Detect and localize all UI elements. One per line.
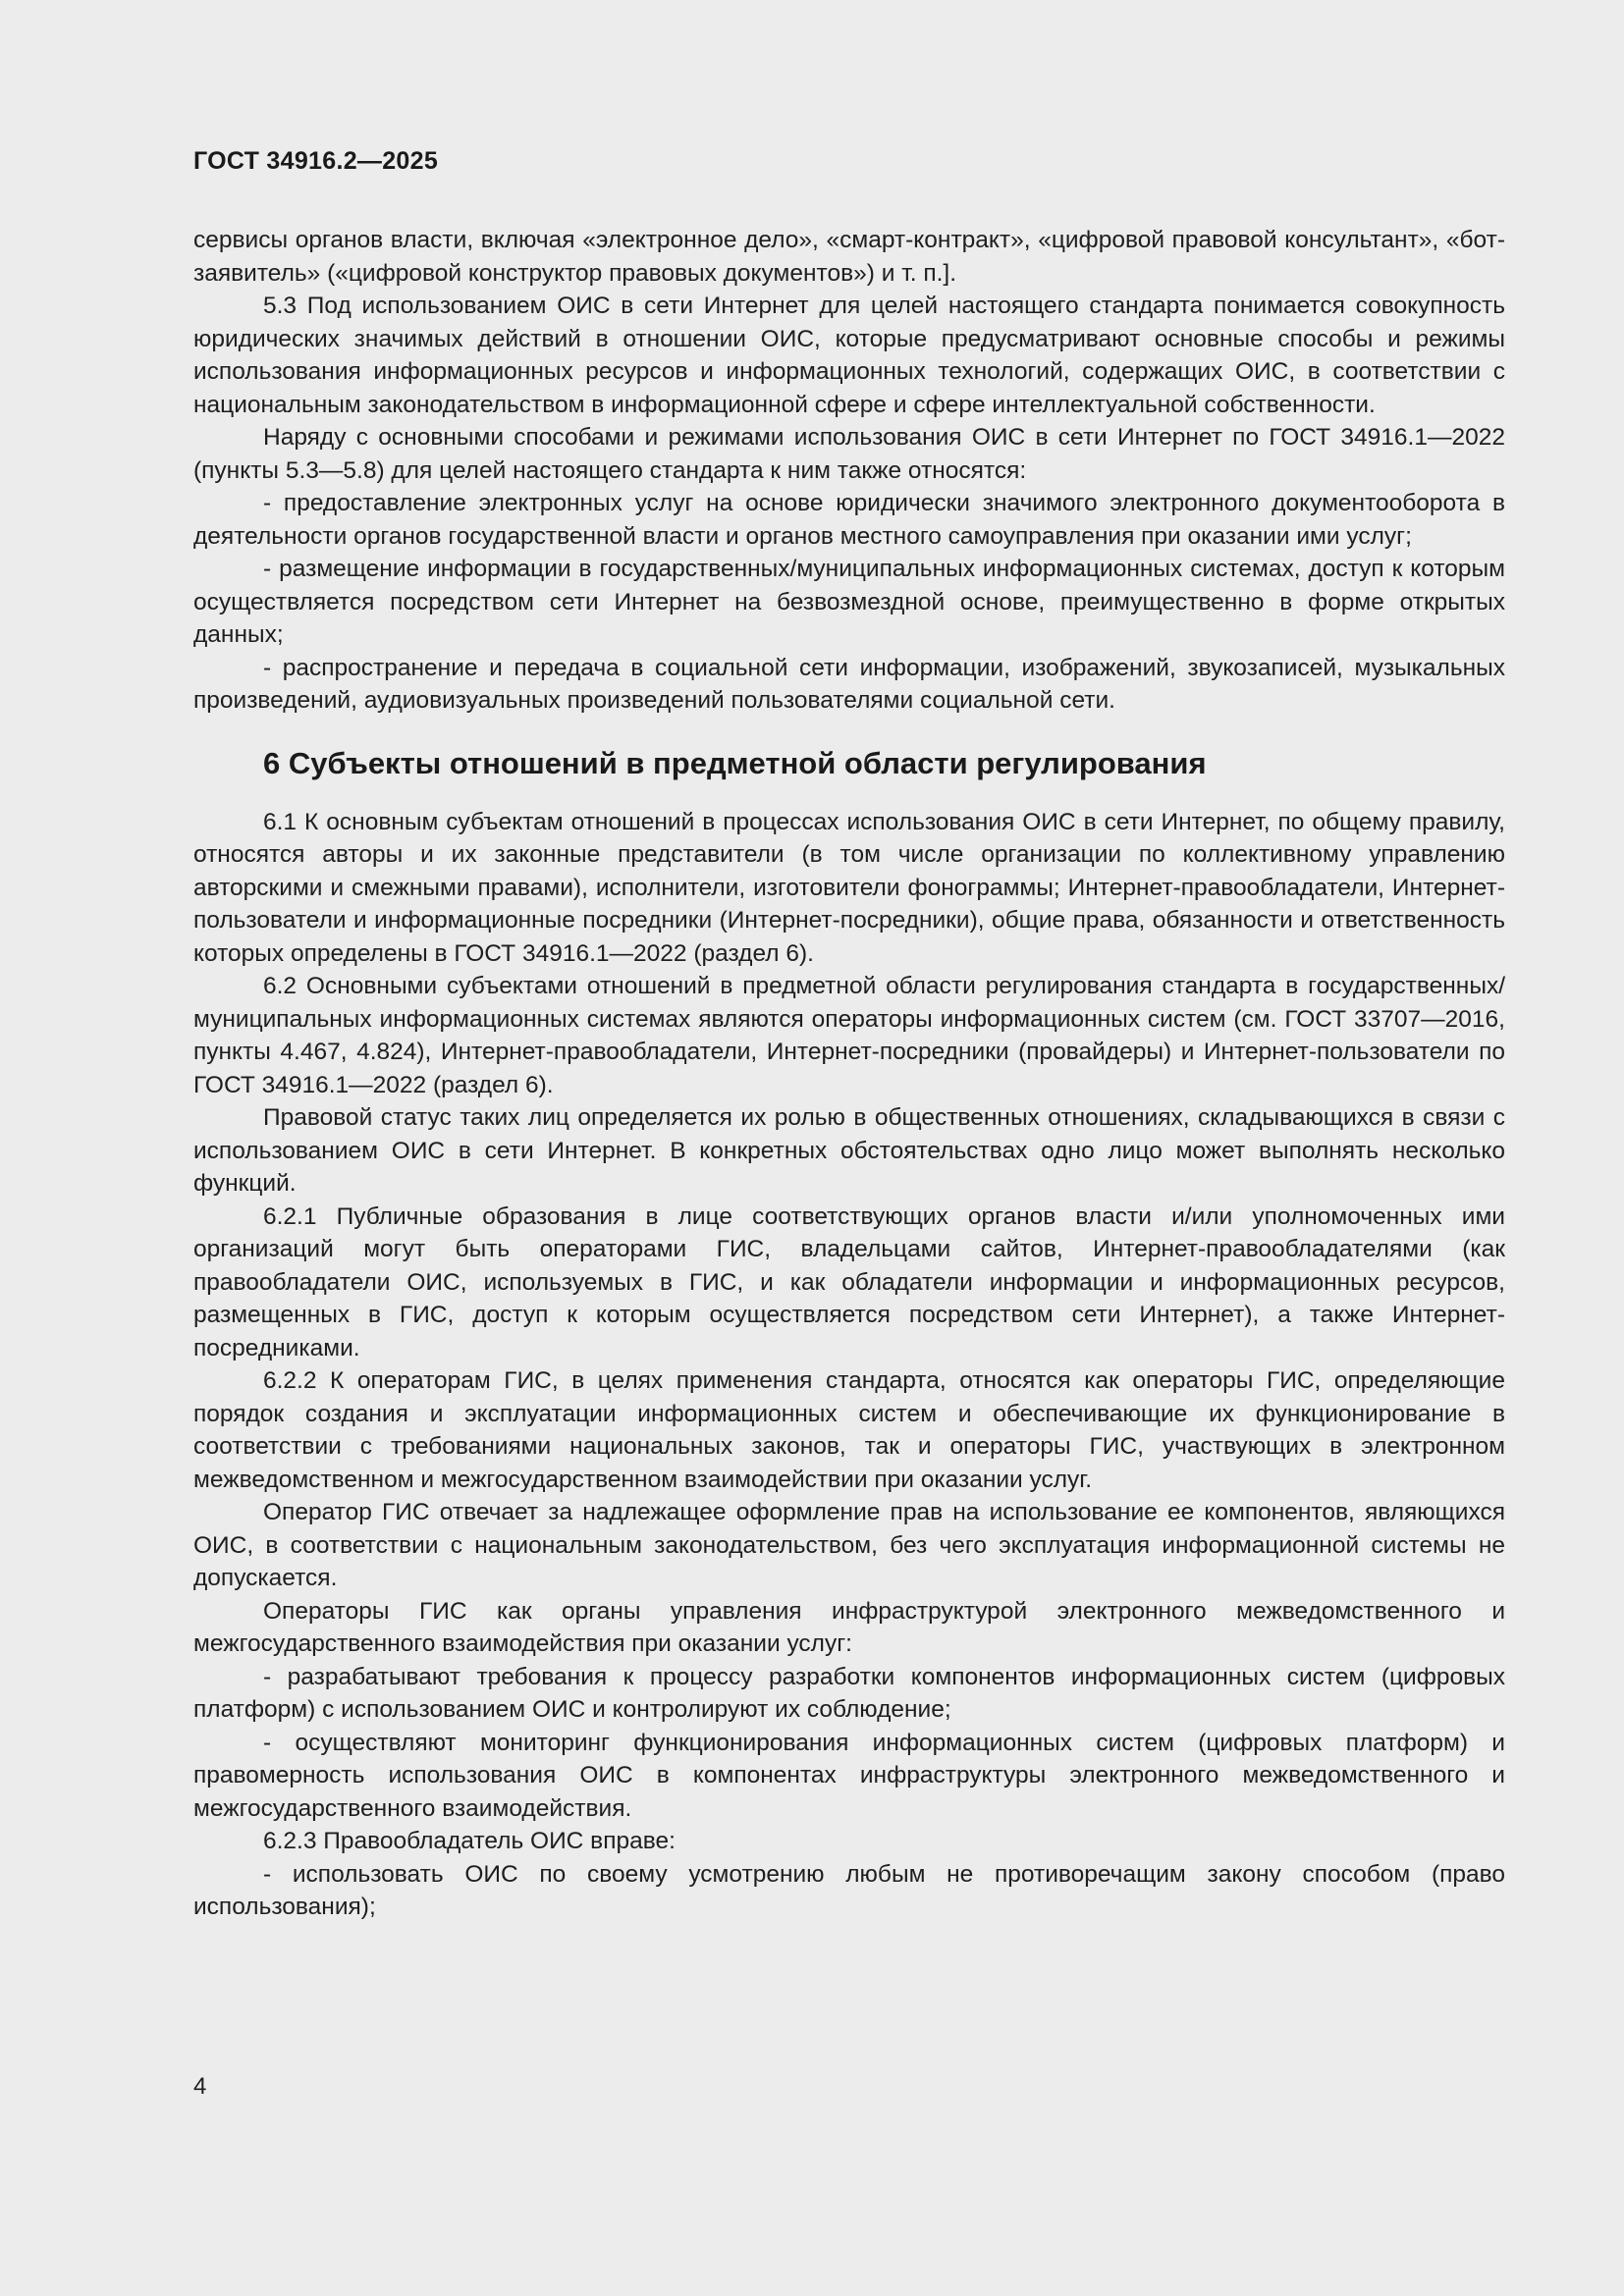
list-item: - распространение и передача в социальной сети информации, изображений, звукозаписей, музыкальных произведений, аудиовизуальных произведений пользователями социальной сети. <box>193 654 1505 714</box>
list-item: - осуществляют мониторинг функционирования информационных систем (цифровых платформ) и правомерность использования ОИС в компонентах инфраструктуры электронного межведомственного и межгосударственного взаимодействия. <box>193 1729 1505 1822</box>
list-item: - использовать ОИС по своему усмотрению любым не противоречащим закону способом (право использования); <box>193 1860 1505 1920</box>
document-header: ГОСТ 34916.2—2025 <box>193 147 439 175</box>
paragraph: Наряду с основными способами и режимами использования ОИС в сети Интернет по ГОСТ 34916.1—2022 (пункты 5.3—5.8) для целей настоящего стандарта к ним также относятся: <box>193 424 1505 484</box>
paragraph: 6.2.2 К операторам ГИС, в целях применения стандарта, относятся как операторы ГИС, определяющие порядок создания и эксплуатации информационных систем и обеспечивающие их функционирование в соответствии с требованиями национальных законов, так и операторы ГИС, участвующих в электронном межведомственном и межгосударственном взаимодействии при оказании услуг. <box>193 1367 1505 1493</box>
paragraph: Операторы ГИС как органы управления инфраструктурой электронного межведомственного и межгосударственного взаимодействия при оказании услуг: <box>193 1597 1505 1657</box>
paragraph: 6.2.3 Правообладатель ОИС вправе: <box>263 1828 676 1854</box>
paragraph: Правовой статус таких лиц определяется их ролью в общественных отношениях, складывающихся в связи с использованием ОИС в сети Интернет. В конкретных обстоятельствах одно лицо может выполнять несколько функций. <box>193 1104 1505 1197</box>
paragraph: Оператор ГИС отвечает за надлежащее оформление прав на использование ее компонентов, являющихся ОИС, в соответствии с национальным законодательством, без чего эксплуатация информационной системы не допускается. <box>193 1499 1505 1591</box>
section-heading: 6 Субъекты отношений в предметной области регулирования <box>263 745 1207 780</box>
page-number: 4 <box>193 2073 207 2100</box>
list-item: - предоставление электронных услуг на основе юридически значимого электронного документооборота в деятельности органов государственной власти и органов местного самоуправления при оказании ими услуг; <box>193 490 1505 550</box>
paragraph: 6.2.1 Публичные образования в лице соответствующих органов власти и/или уполномоченных ими организаций могут быть операторами ГИС, владельцами сайтов, Интернет-правообладателями (как правообладатели ОИС, используемых в ГИС, и как обладатели информации и информационных ресурсов, размещенных в ГИС, доступ к которым осуществляется посредством сети Интернет), а также Интернет-посредниками. <box>193 1202 1505 1362</box>
paragraph: сервисы органов власти, включая «электронное дело», «смарт-контракт», «цифровой правовой консультант», «бот-заявитель» («цифровой конструктор правовых документов») и т. п.]. <box>193 227 1505 287</box>
paragraph: 6.2 Основными субъектами отношений в предметной области регулирования стандарта в государственных/муниципальных информационных системах являются операторы информационных систем (см. ГОСТ 33707—2016, пункты 4.467, 4.824), Интернет-правообладатели, Интернет-посредники (провайдеры) и Интернет-пользователи по ГОСТ 34916.1—2022 (раздел 6). <box>193 973 1505 1098</box>
list-item: - размещение информации в государственных/муниципальных информационных системах, доступ к которым осуществляется посредством сети Интернет на безвозмездной основе, преимущественно в форме открытых данных; <box>193 556 1505 648</box>
paragraph: 6.1 К основным субъектам отношений в процессах использования ОИС в сети Интернет, по общему правилу, относятся авторы и их законные представители (в том числе организации по коллективному управлению авторскими и смежными правами), исполнители, изготовители фонограммы; Интернет-правообладатели, Интернет-пользователи и информационные посредники (Интернет-посредники), общие права, обязанности и ответственность которых определены в ГОСТ 34916.1—2022 (раздел 6). <box>193 808 1505 967</box>
document-body <box>193 224 1505 1924</box>
paragraph: 5.3 Под использованием ОИС в сети Интернет для целей настоящего стандарта понимается совокупность юридических значимых действий в отношении ОИС, которые предусматривают основные способы и режимы использования информационных ресурсов и информационных технологий, содержащих ОИС, в соответствии с национальным законодательством в информационной сфере и сфере интеллектуальной собственности. <box>193 293 1505 418</box>
list-item: - разрабатывают требования к процессу разработки компонентов информационных систем (цифровых платформ) с использованием ОИС и контролируют их соблюдение; <box>193 1663 1505 1723</box>
